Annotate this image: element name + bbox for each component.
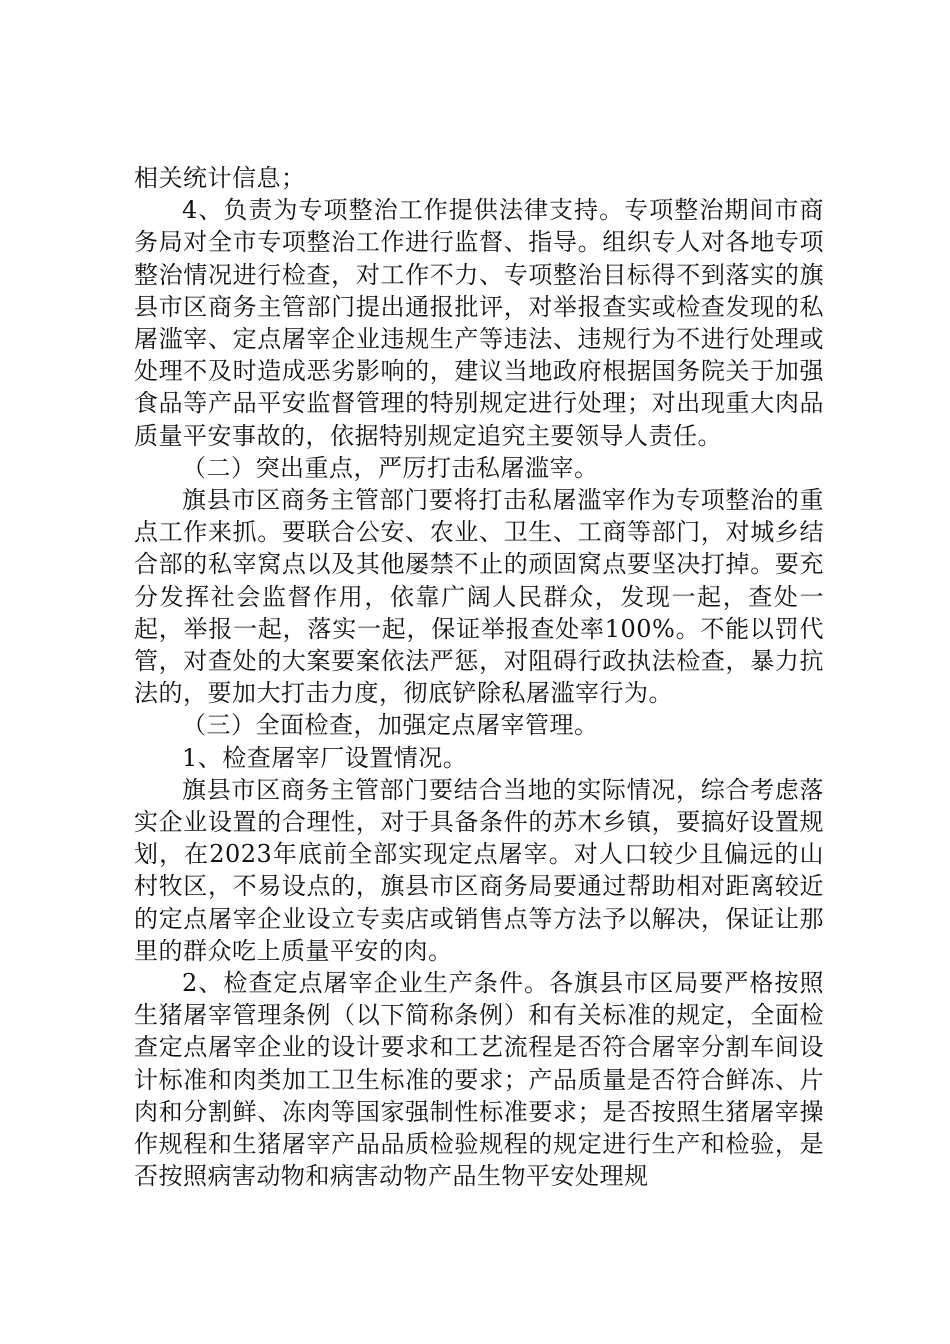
document-body: [134, 162, 824, 1193]
paragraph-facility-setup: 旗县市区商务主管部门要结合当地的实际情况，综合考虑落实企业设置的合理性，对于具备条件的苏木乡镇，要搞好设置规划，在2023年底前全部实现定点屠宰。对人口较少且偏远的山村牧区，不易设点的，旗县市区商务局要通过帮助相对距离较近的定点屠宰企业设立专卖店或销售点等方法予以解决，保证让那里的群众吃上质量平安的肉。: [134, 775, 824, 965]
paragraph-production-conditions: 2、检查定点屠宰企业生产条件。各旗县市区局要严格按照生猪屠宰管理条例（以下简称条例）和有关标准的规定，全面检查定点屠宰企业的设计要求和工艺流程是否符合屠宰分割车间设计标准和肉类加工卫生标准的要求；产品质量是否符合鲜冻、片肉和分割鲜、冻肉等国家强制性标准要求；是否按照生猪屠宰操作规程和生猪屠宰产品品质检验规程的规定进行生产和检验，是否按照病害动物和病害动物产品生物平安处理规: [134, 969, 824, 1191]
paragraph-continuation: 相关统计信息；: [134, 164, 306, 192]
paragraph-crackdown: 旗县市区商务主管部门要将打击私屠滥宰作为专项整治的重点工作来抓。要联合公安、农业、卫生、工商等部门，对城乡结合部的私宰窝点以及其他屡禁不止的顽固窝点要坚决打掉。要充分发挥社会监督作用，依靠广阔人民群众，发现一起，查处一起，举报一起，落实一起，保证举报查处率100%。不能以罚代管，对查处的大案要案依法严惩，对阻碍行政执法检查，暴力抗法的，要加大打击力度，彻底铲除私屠滥宰行为。: [134, 486, 824, 708]
subheading-1: 1、检查屠宰厂设置情况。: [182, 743, 468, 772]
section-heading-2: （二）突出重点，严厉打击私屠滥宰。: [182, 453, 599, 482]
paragraph-item-4: 4、负责为专项整治工作提供法律支持。专项整治期间市商务局对全市专项整治工作进行监督、指导。组织专人对各地专项整治情况进行检查，对工作不力、专项整治目标得不到落实的旗县市区商务主管部门提出通报批评，对举报查实或检查发现的私屠滥宰、定点屠宰企业违规生产等违法、违规行为不进行处理或处理不及时造成恶劣影响的，建议当地政府根据国务院关于加强食品等产品平安监督管理的特别规定进行处理；对出现重大肉品质量平安事故的，依据特别规定追究主要领导人责任。: [134, 196, 824, 450]
section-heading-3: （三）全面检查，加强定点屠宰管理。: [182, 711, 599, 740]
